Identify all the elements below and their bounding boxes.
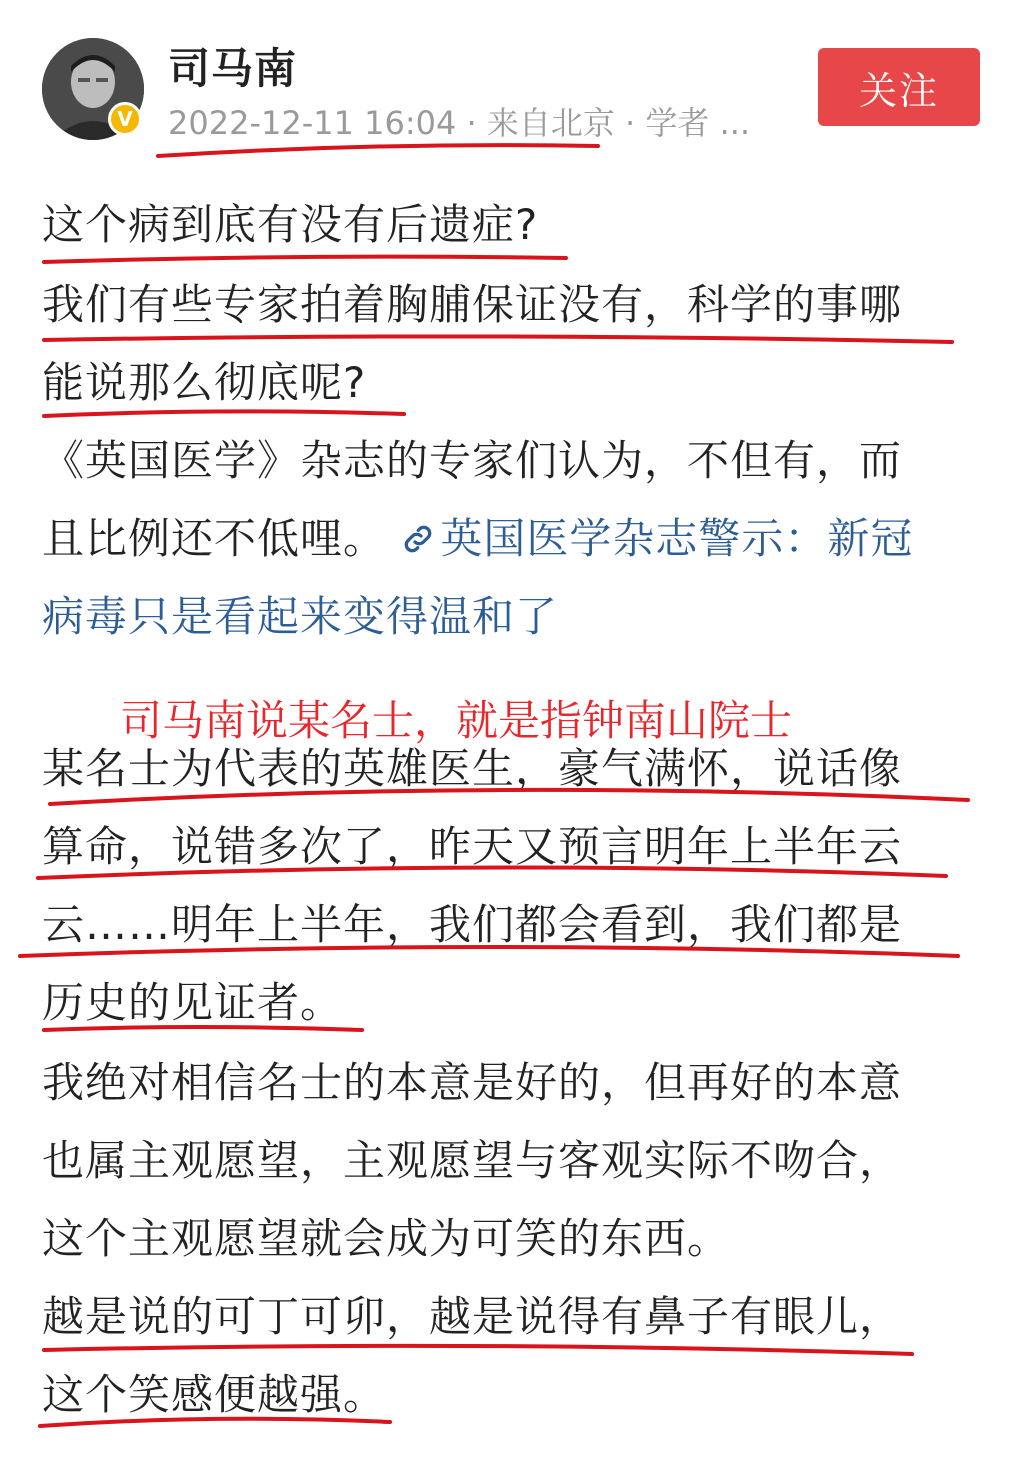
article-link[interactable] bbox=[400, 514, 913, 563]
post-line: 这个笑感便越强。 bbox=[42, 1370, 387, 1419]
underline-line-11 bbox=[44, 1027, 362, 1030]
post-line-with-link bbox=[42, 514, 914, 563]
red-annotation: 司马南说某名士，就是指钟南山院士 bbox=[120, 696, 793, 745]
post-line: 这个主观愿望就会成为可笑的东西。 bbox=[42, 1214, 731, 1263]
follow-button[interactable]: 关注 bbox=[818, 48, 980, 126]
post-line: 能说那么彻底呢? bbox=[42, 358, 367, 407]
post-line: 我们有些专家拍着胸脯保证没有，科学的事哪 bbox=[42, 280, 903, 329]
post-text: 且比例还不低哩。 bbox=[42, 514, 387, 563]
underline-line-3 bbox=[44, 411, 404, 416]
post-header bbox=[0, 0, 1024, 160]
post-meta: 2022-12-11 16:04 · 来自北京 · 学者 ... bbox=[168, 104, 751, 142]
verified-badge-icon: V bbox=[108, 102, 142, 136]
post-line: 越是说的可丁可卯，越是说得有鼻子有眼儿， bbox=[42, 1292, 903, 1341]
post-line: 这个病到底有没有后遗症? bbox=[42, 200, 539, 249]
author-name[interactable]: 司马南 bbox=[168, 44, 298, 93]
post-line: 历史的见证者。 bbox=[42, 978, 344, 1027]
underline-line-2 bbox=[44, 336, 952, 342]
underline-line-15 bbox=[44, 1346, 912, 1354]
article-link-text-cont[interactable]: 病毒只是看起来变得温和了 bbox=[42, 592, 559, 641]
underline-line-1 bbox=[44, 257, 566, 262]
link-icon bbox=[400, 521, 436, 557]
post-line: 《英国医学》杂志的专家们认为，不但有，而 bbox=[42, 436, 903, 485]
article-link-text[interactable]: 英国医学杂志警示：新冠 bbox=[440, 514, 914, 563]
post-line: 云……明年上半年，我们都会看到，我们都是 bbox=[42, 900, 903, 949]
post-line: 某名士为代表的英雄医生，豪气满怀，说话像 bbox=[42, 744, 903, 793]
underline-line-16 bbox=[40, 1419, 390, 1426]
post-line: 也属主观愿望，主观愿望与客观实际不吻合， bbox=[42, 1136, 903, 1185]
post-line: 算命，说错多次了，昨天又预言明年上半年云 bbox=[42, 822, 903, 871]
post-line: 我绝对相信名士的本意是好的，但再好的本意 bbox=[42, 1058, 903, 1107]
